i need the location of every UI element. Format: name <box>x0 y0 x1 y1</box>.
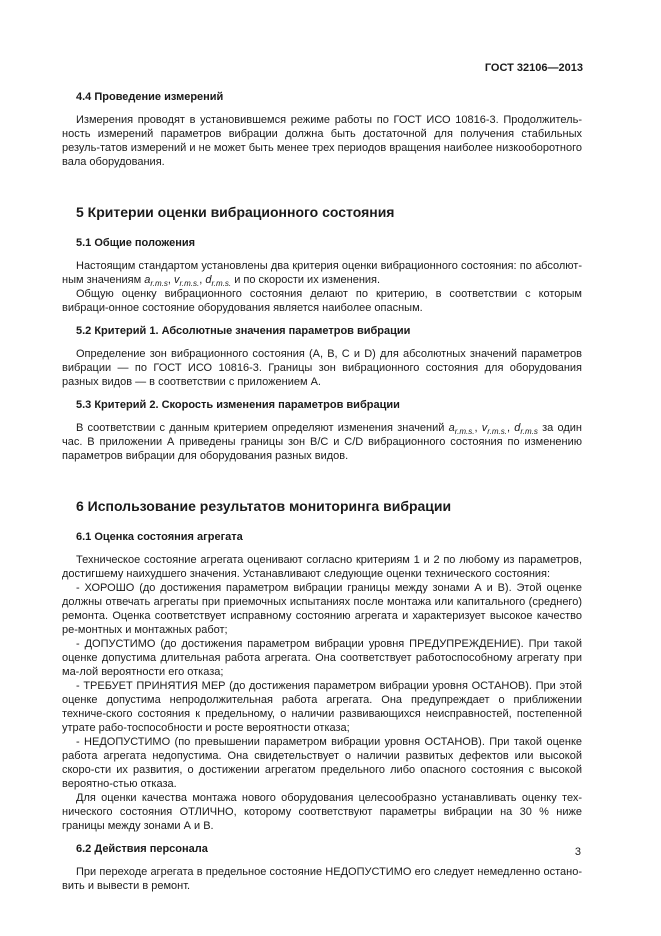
section-5-1-paragraph-2: Общую оценку вибрационного состояния делают по критерию, в соответствии с которым вибраци-онное состояние оборудования является наиболее опасным. <box>62 288 582 314</box>
rating-unacceptable-item: - НЕДОПУСТИМО (по превышении параметром вибрации уровня ОСТАНОВ). При такой оценке работа агрегата недопустима. Она свидетельствует о наличии развитых дефектов или высокой скоро-сти их развития, о достижении агрегатом предельного либо опасного состояния с высокой вероятно-стью отказа. <box>62 736 582 790</box>
section-6-1-paragraph-1: Техническое состояние агрегата оценивают согласно критериям 1 и 2 по любому из параметров, достигшему наихудшего значения. Устанавливают следующие оценки технического состояния: <box>62 554 582 580</box>
section-5-1-paragraph-1: Настоящим стандартом установлены два критерия оценки вибрационного состояния: по абсолют-ным значениям $a_{r.m.s}$, $v_{r.m.s.}$, $d_{r.m.s.}$ и по скорости их изменения. <box>62 260 582 289</box>
rating-good-item: - ХОРОШО (до достижения параметром вибрации границы между зонами А и В). Этой оценке должны отвечать агрегаты при приемочных испытаниях после монтажа или капитального (среднего) ремонта. Оценка соответствует исправному состоянию агрегата и характеризует высокое качество ре-монтных и монтажных работ; <box>62 582 582 636</box>
section-5-3-heading: 5.3 Критерий 2. Скорость изменения параметров вибрации <box>76 399 400 411</box>
rating-action-required-item: - ТРЕБУЕТ ПРИНЯТИЯ МЕР (до достижения параметром вибрации уровня ОСТАНОВ). При этой оценке допустима непродолжительная работа агрегата. Она предупреждает о приближении техниче-ского состояния к предельному, о наличии развивающихся неисправностей, постепенной утрате рабо-тоспособности и росте вероятности отказа; <box>62 680 582 734</box>
section-6-1-heading: 6.1 Оценка состояния агрегата <box>76 531 243 543</box>
section-5-2-paragraph: Определение зон вибрационного состояния (А, В, С и D) для абсолютных значений параметров вибрации — по ГОСТ ИСО 10816-3. Границы зон вибрационного состояния для оборудования разных видов — в соответствии с приложением А. <box>62 348 582 388</box>
section-4-4-heading: 4.4 Проведение измерений <box>76 91 224 103</box>
section-4-4-paragraph: Измерения проводят в установившемся режиме работы по ГОСТ ИСО 10816-3. Продолжитель-ность измерений параметров вибрации должна быть достаточной для получения стабильных резуль-татов измерений и не может быть менее трех периодов вращения наиболее низкооборотного вала оборудования. <box>62 114 582 168</box>
section-5-3-paragraph: В соответствии с данным критерием определяют изменения значений $a_{r.m.s.}$, $v_{r.m.s.}$, $d_{r.m.s}$ за один час. В приложении А приведены границы зон В/С и C/D вибрационного состояния по изменению параметров вибрации для оборудования разных видов. <box>62 422 582 462</box>
section-5-1-heading: 5.1 Общие положения <box>76 237 196 249</box>
page-content <box>62 90 582 893</box>
section-5-heading: 5 Критерии оценки вибрационного состояния <box>76 204 395 220</box>
page-number: 3 <box>574 846 581 858</box>
section-6-1-paragraph-excellent: Для оценки качества монтажа нового оборудования целесообразно устанавливать оценку тех-нического состояния ОТЛИЧНО, которому соответствуют параметры вибрации на 30 % ниже границы между зонами А и В. <box>62 792 582 832</box>
standard-code: ГОСТ 32106—2013 <box>484 62 583 74</box>
section-6-2-paragraph: При переходе агрегата в предельное состояние НЕДОПУСТИМО его следует немедленно остано-вить и вывести в ремонт. <box>62 866 582 892</box>
section-6-2-heading: 6.2 Действия персонала <box>76 843 208 855</box>
section-6-heading: 6 Использование результатов мониторинга вибрации <box>76 498 452 514</box>
section-5-2-heading: 5.2 Критерий 1. Абсолютные значения параметров вибрации <box>76 325 411 337</box>
rating-acceptable-item: - ДОПУСТИМО (до достижения параметром вибрации уровня ПРЕДУПРЕЖДЕНИЕ). При такой оценке допустима длительная работа агрегата. Она соответствует работоспособному агрегату при ма-лой вероятности его отказа; <box>62 638 582 678</box>
